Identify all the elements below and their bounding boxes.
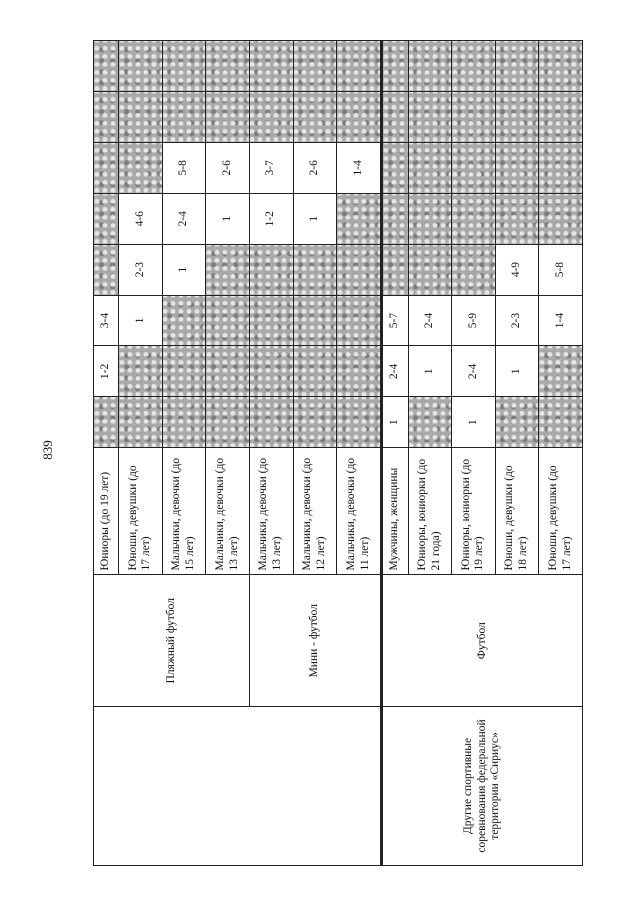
value-cell (452, 244, 496, 295)
value-cell: 3-4 (94, 295, 119, 346)
value-cell (119, 397, 163, 448)
value-cell (206, 397, 250, 448)
sport-ranks-table (93, 40, 583, 866)
value-cell: 1 (119, 295, 163, 346)
value-cell (382, 244, 408, 295)
value-cell (162, 92, 206, 143)
group-cell: Мальчики, девочки (до 11 лет) (337, 448, 382, 575)
value-cell (382, 92, 408, 143)
value-cell (495, 41, 539, 92)
value-cell: 1 (293, 193, 337, 244)
value-cell (94, 193, 119, 244)
group-cell: Мужчины, женщины (382, 448, 408, 575)
table-row (94, 41, 119, 866)
group-cell: Юниоры, юниорки (до 21 года) (408, 448, 452, 575)
table-row (382, 41, 408, 866)
value-cell (382, 41, 408, 92)
value-cell (495, 193, 539, 244)
value-cell (119, 142, 163, 193)
value-cell (539, 346, 583, 397)
value-cell: 1-4 (539, 295, 583, 346)
value-cell: 1-2 (249, 193, 293, 244)
value-cell: 2-4 (452, 346, 496, 397)
value-cell (539, 41, 583, 92)
value-cell (408, 193, 452, 244)
value-cell: 2-4 (382, 346, 408, 397)
value-cell: 2-3 (495, 295, 539, 346)
value-cell (539, 193, 583, 244)
value-cell (119, 346, 163, 397)
value-cell: 5-8 (162, 142, 206, 193)
value-cell (452, 41, 496, 92)
value-cell (293, 92, 337, 143)
sport-cell: Мини - футбол (249, 575, 381, 706)
value-cell (452, 92, 496, 143)
rotated-table-wrapper (93, 40, 583, 866)
value-cell (539, 397, 583, 448)
value-cell (249, 295, 293, 346)
value-cell (119, 41, 163, 92)
value-cell: 2-6 (293, 142, 337, 193)
value-cell: 1 (162, 244, 206, 295)
value-cell (293, 397, 337, 448)
group-cell: Мальчики, девочки (до 15 лет) (162, 448, 206, 575)
page-number: 839 (40, 440, 55, 460)
value-cell (539, 142, 583, 193)
value-cell (249, 41, 293, 92)
value-cell (495, 92, 539, 143)
value-cell: 2-4 (408, 295, 452, 346)
group-cell: Юноши, девушки (до 17 лет) (539, 448, 583, 575)
group-cell: Мальчики, девочки (до 12 лет) (293, 448, 337, 575)
value-cell (337, 41, 382, 92)
sport-cell: Футбол (382, 575, 583, 706)
value-cell (94, 397, 119, 448)
value-cell (249, 397, 293, 448)
value-cell (539, 92, 583, 143)
value-cell (293, 244, 337, 295)
value-cell: 2-4 (162, 193, 206, 244)
value-cell (382, 142, 408, 193)
value-cell (249, 92, 293, 143)
value-cell (162, 295, 206, 346)
value-cell: 1 (452, 397, 496, 448)
value-cell (162, 41, 206, 92)
event-cell (94, 706, 382, 865)
group-cell: Юноши, девушки (до 18 лет) (495, 448, 539, 575)
value-cell (293, 41, 337, 92)
value-cell (206, 244, 250, 295)
value-cell: 1 (206, 193, 250, 244)
value-cell (452, 142, 496, 193)
value-cell (337, 193, 382, 244)
value-cell (495, 142, 539, 193)
value-cell (337, 92, 382, 143)
value-cell: 1-2 (94, 346, 119, 397)
event-cell: Другие спортивные соревнования федеральной территории «Сириус» (382, 706, 583, 865)
sport-cell: Пляжный футбол (94, 575, 250, 706)
value-cell (408, 92, 452, 143)
value-cell (495, 397, 539, 448)
group-cell: Мальчики, девочки (до 13 лет) (206, 448, 250, 575)
group-cell: Юноши, девушки (до 17 лет) (119, 448, 163, 575)
value-cell (408, 397, 452, 448)
value-cell (337, 397, 382, 448)
value-cell (94, 244, 119, 295)
value-cell (337, 244, 382, 295)
value-cell (94, 92, 119, 143)
group-cell: Юниоры (до 19 лет) (94, 448, 119, 575)
value-cell: 4-6 (119, 193, 163, 244)
value-cell (337, 346, 382, 397)
value-cell (337, 295, 382, 346)
value-cell: 1 (382, 397, 408, 448)
value-cell: 5-7 (382, 295, 408, 346)
value-cell (206, 41, 250, 92)
value-cell (206, 295, 250, 346)
value-cell: 1-4 (337, 142, 382, 193)
value-cell: 2-6 (206, 142, 250, 193)
value-cell: 1 (408, 346, 452, 397)
value-cell (408, 41, 452, 92)
value-cell (382, 193, 408, 244)
value-cell (408, 142, 452, 193)
value-cell: 2-3 (119, 244, 163, 295)
value-cell (293, 295, 337, 346)
value-cell: 1 (495, 346, 539, 397)
group-cell: Юниоры, юниорки (до 19 лет) (452, 448, 496, 575)
value-cell: 4-9 (495, 244, 539, 295)
value-cell (94, 142, 119, 193)
value-cell: 5-9 (452, 295, 496, 346)
value-cell (206, 346, 250, 397)
value-cell (249, 244, 293, 295)
value-cell (249, 346, 293, 397)
value-cell: 5-8 (539, 244, 583, 295)
value-cell (293, 346, 337, 397)
value-cell (119, 92, 163, 143)
value-cell: 3-7 (249, 142, 293, 193)
value-cell (94, 41, 119, 92)
value-cell (452, 193, 496, 244)
value-cell (162, 397, 206, 448)
value-cell (162, 346, 206, 397)
value-cell (206, 92, 250, 143)
value-cell (408, 244, 452, 295)
group-cell: Мальчики, девочки (до 13 лет) (249, 448, 293, 575)
